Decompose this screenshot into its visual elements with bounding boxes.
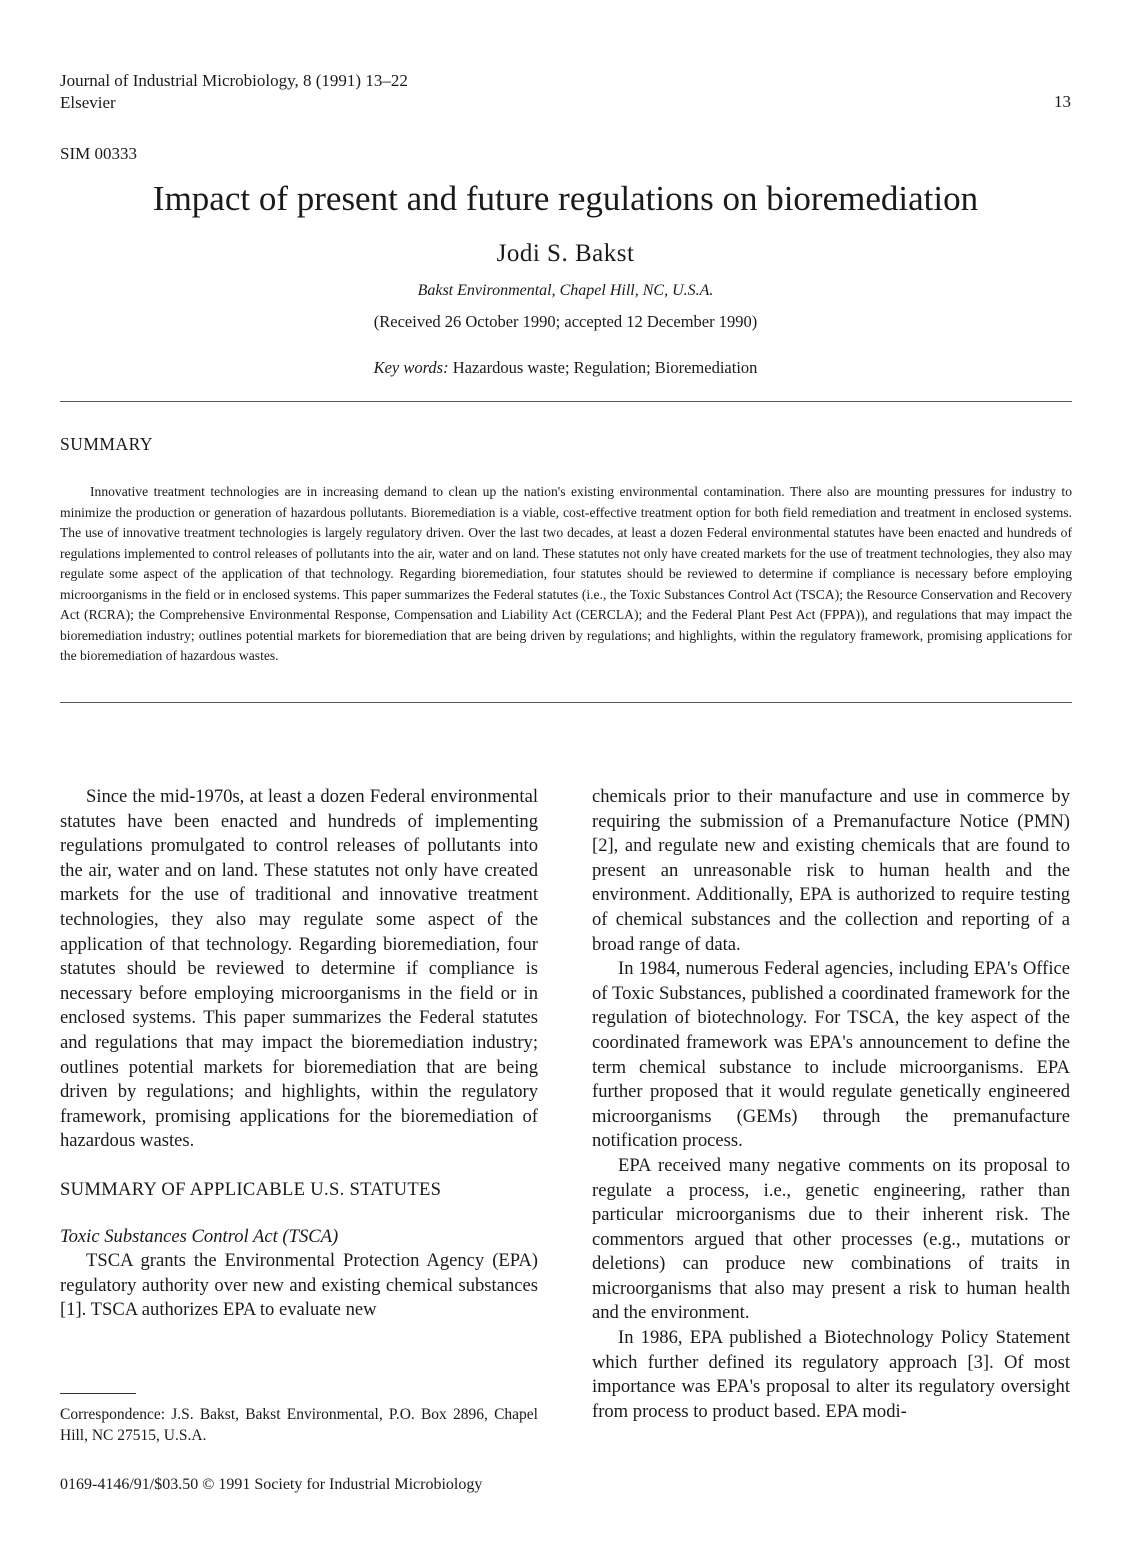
body-paragraph: EPA received many negative comments on its proposal to regulate a process, i.e., genetic engineering, rather than particular microorganisms due to their inherent risk. The commentors argued that other processes (e.g., mutations or deletions) can produce new combinations of traits in microorganisms that also may present a risk to human health and the environment. <box>592 1154 1070 1324</box>
correspondence-footnote: Correspondence: J.S. Bakst, Bakst Environmental, P.O. Box 2896, Chapel Hill, NC 27515, U.S.A. <box>60 1406 538 1444</box>
summary-divider <box>60 702 1072 703</box>
subsection-heading: Toxic Substances Control Act (TSCA) <box>60 1225 339 1247</box>
keywords-list: Hazardous waste; Regulation; Bioremediation <box>452 358 758 377</box>
page-number: 13 <box>1054 92 1071 111</box>
publisher-name: Elsevier <box>60 93 116 112</box>
keywords-label: Key words: <box>373 358 449 377</box>
tsca-paragraph: TSCA grants the Environmental Protection Agency (EPA) regulatory authority over new and existing chemical substances [1]. TSCA authorizes EPA to evaluate new <box>60 1250 538 1321</box>
intro-paragraph: Since the mid-1970s, at least a dozen Federal environmental statutes have been enacted and hundreds of implementing regulations promulgated to control releases of pollutants into the air, water and on land. These statutes not only have created markets for the use of traditional and innovative treatment technologies, they also may regulate some aspect of the application of that technology. Regarding bioremediation, four statutes should be reviewed to determine if compliance is necessary before employing microorganisms in the field or in enclosed systems. This paper summarizes the Federal statutes and regulations that may impact the bioremediation industry; outlines potential markets for bioremediation that are being driven by regulations; and highlights, within the regulatory framework, promising applications for the bioremediation of hazardous wastes. <box>60 786 538 1152</box>
received-dates: (Received 26 October 1990; accepted 12 December 1990) <box>373 312 758 331</box>
article-author: Jodi S. Bakst <box>496 240 635 267</box>
article-id: SIM 00333 <box>60 144 137 163</box>
keywords-line <box>0 358 1131 378</box>
article-title: Impact of present and future regulations on bioremediation <box>152 179 979 218</box>
right-column <box>592 785 1070 1424</box>
left-column <box>60 785 538 1323</box>
footnote-divider <box>60 1393 136 1394</box>
section-heading: SUMMARY OF APPLICABLE U.S. STATUTES <box>60 1178 442 1200</box>
issn-copyright: 0169-4146/91/$03.50 © 1991 Society for Industrial Microbiology <box>60 1476 483 1493</box>
author-affiliation: Bakst Environmental, Chapel Hill, NC, U.S.A. <box>417 282 714 299</box>
body-paragraph: In 1984, numerous Federal agencies, including EPA's Office of Toxic Substances, published a coordinated framework for the regulation of biotechnology. For TSCA, the key aspect of the coordinated framework was EPA's announcement to define the term chemical substance to include microorganisms. EPA further proposed that it would regulate genetically engineered microorganisms (GEMs) through the premanufacture notification process. <box>592 958 1070 1152</box>
journal-citation: Journal of Industrial Microbiology, 8 (1991) 13–22 <box>60 71 408 90</box>
top-divider <box>60 401 1072 402</box>
summary-text: Innovative treatment technologies are in increasing demand to clean up the nation's existing environmental contamination. There also are mounting pressures for industry to minimize the production or generation of hazardous pollutants. Bioremediation is a viable, cost-effective treatment option for both field remediation and treatment in enclosed systems. The use of innovative treatment technologies is largely regulatory driven. Over the last two decades, at least a dozen Federal environmental statutes have been enacted and hundreds of regulations implemented to control releases of pollutants into the air, water and on land. These statutes not only have created markets for the use of treatment technologies, they also may regulate some aspect of the application of that technology. Regarding bioremediation, four statutes should be reviewed to determine if compliance is necessary before employing microorganisms in the field or in enclosed systems. This paper summarizes the Federal statutes (i.e., the Toxic Substances Control Act (TSCA); the Resource Conservation and Recovery Act (RCRA); the Comprehensive Environmental Response, Compensation and Liability Act (CERCLA); and the Federal Plant Pest Act (FPPA)), and regulations that may impact the bioremediation industry; outlines potential markets for bioremediation that are being driven by regulations; and highlights, within the regulatory framework, promising applications for the bioremediation of hazardous wastes. <box>60 484 1072 663</box>
journal-header <box>60 70 408 114</box>
body-paragraph: In 1986, EPA published a Biotechnology Policy Statement which further defined its regulatory approach [3]. Of most importance was EPA's proposal to alter its regulatory oversight from process to product based. EPA modi- <box>592 1327 1070 1422</box>
summary-heading: SUMMARY <box>60 434 153 454</box>
body-paragraph: chemicals prior to their manufacture and use in commerce by requiring the submission of a Premanufacture Notice (PMN) [2], and regulate new and existing chemicals that are found to present an unreasonable risk to human health and the environment. Additionally, EPA is authorized to require testing of chemical substances and the collection and reporting of a broad range of data. <box>592 786 1070 955</box>
